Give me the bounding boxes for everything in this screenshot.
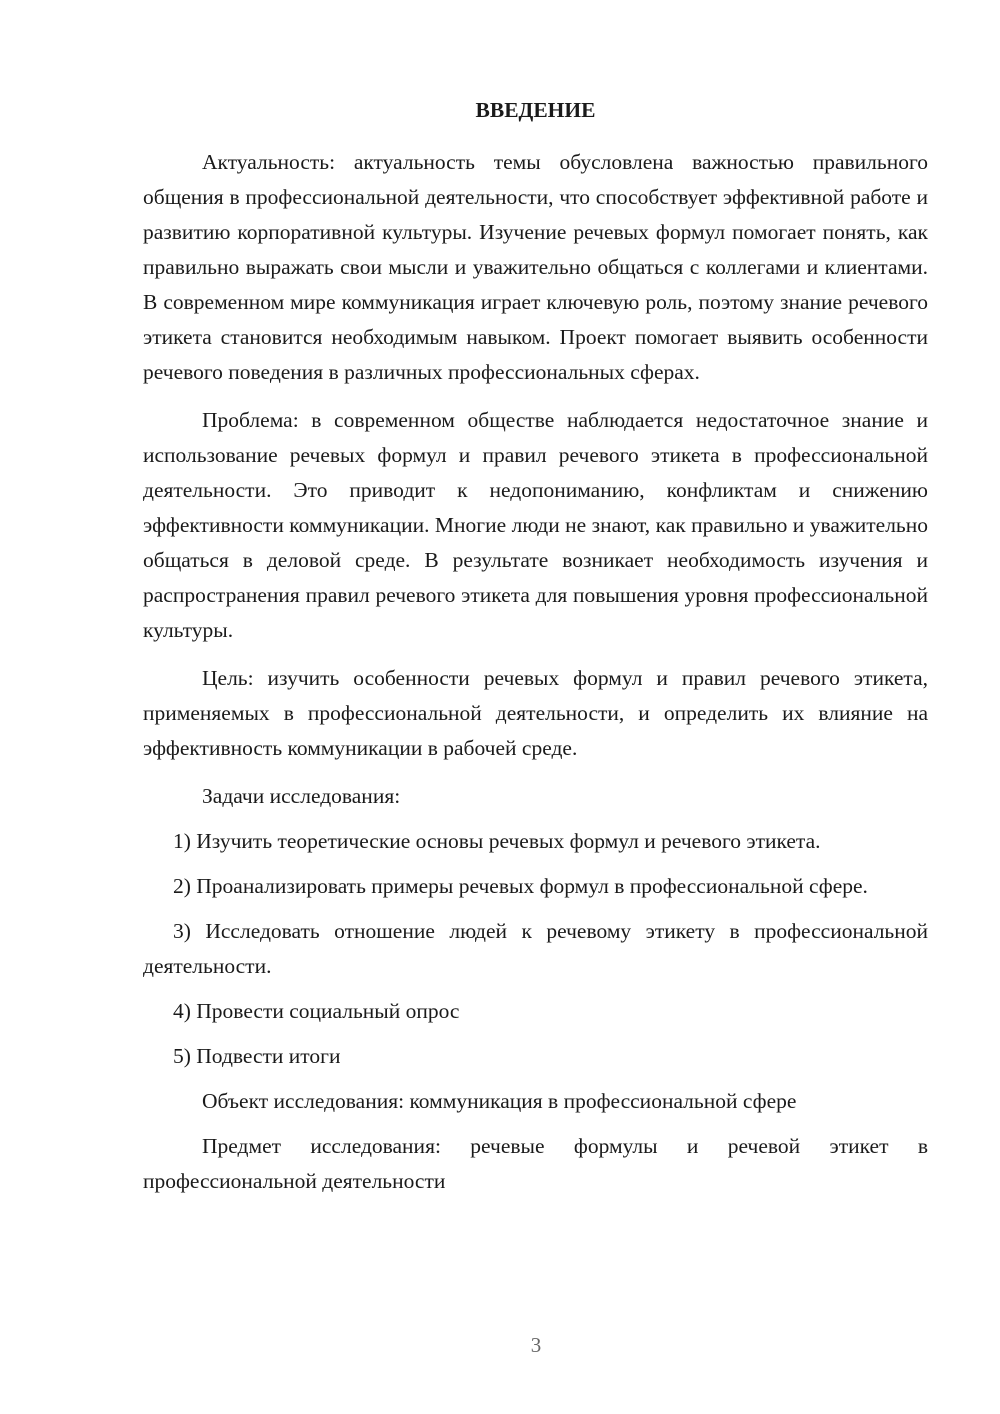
research-subject: Предмет исследования: речевые формулы и речевой этикет в профессиональной деятельности [143, 1134, 928, 1193]
goal-paragraph: Цель: изучить особенности речевых формул и правил речевого этикета, применяемых в профессиональной деятельности, и определить их влияние на эффективность коммуникации в рабочей среде. [143, 666, 928, 760]
task-item: 3) Исследовать отношение людей к речевому этикету в профессиональной деятельности. [143, 919, 928, 978]
section-title: ВВЕДЕНИЕ [475, 98, 596, 122]
tasks-heading: Задачи исследования: [202, 784, 401, 808]
task-item: 1) Изучить теоретические основы речевых формул и речевого этикета. [173, 829, 821, 853]
task-item: 5) Подвести итоги [173, 1044, 341, 1068]
task-item: 2) Проанализировать примеры речевых формул в профессиональной сфере. [173, 874, 868, 898]
task-item: 4) Провести социальный опрос [173, 999, 460, 1023]
document-page [143, 97, 928, 1212]
page-number: 3 [530, 1333, 542, 1357]
problem-paragraph: Проблема: в современном обществе наблюдается недостаточное знание и использование речевых формул и правил речевого этикета в профессиональной деятельности. Это приводит к недопониманию, конфликтам и снижению эффективности коммуникации. Многие люди не знают, как правильно и уважительно общаться в деловой среде. В результате возникает необходимость изучения и распространения правил речевого этикета для повышения уровня профессиональной культуры. [143, 408, 928, 642]
research-object: Объект исследования: коммуникация в профессиональной сфере [202, 1089, 797, 1113]
relevance-paragraph: Актуальность: актуальность темы обусловлена важностью правильного общения в профессиональной деятельности, что способствует эффективной работе и развитию корпоративной культуры. Изучение речевых формул помогает понять, как правильно выражать свои мысли и уважительно общаться с коллегами и клиентами. В современном мире коммуникация играет ключевую роль, поэтому знание речевого этикета становится необходимым навыком. Проект помогает выявить особенности речевого поведения в различных профессиональных сферах. [143, 150, 928, 384]
